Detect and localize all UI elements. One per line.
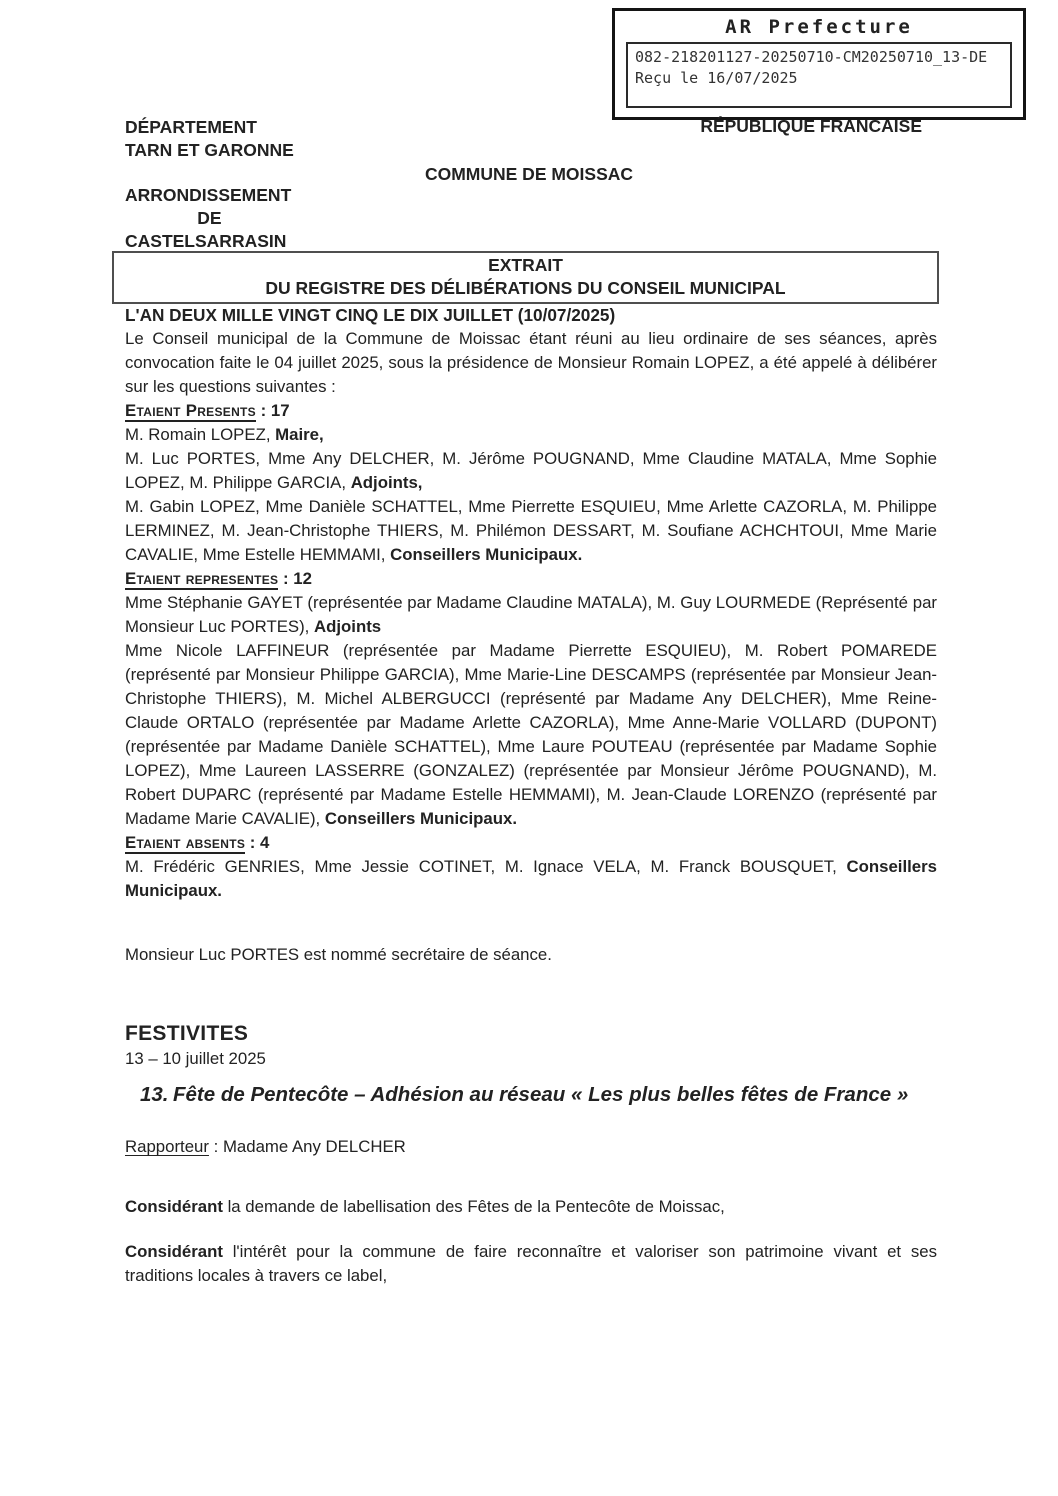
presents-conseillers-paragraph bbox=[125, 495, 937, 567]
extrait-title-box bbox=[112, 251, 939, 304]
presents-maire-line bbox=[125, 423, 937, 447]
representes-conseillers-role: Conseillers Municipaux. bbox=[324, 809, 517, 828]
departement-label: DÉPARTEMENT bbox=[125, 117, 257, 137]
representes-heading-line bbox=[125, 567, 937, 591]
extrait-title-line1: EXTRAIT bbox=[488, 255, 563, 275]
absents-role: Conseillers Municipaux. bbox=[125, 857, 937, 900]
festivites-section-title: FESTIVITES bbox=[125, 1022, 249, 1045]
representes-conseillers-names: Mme Nicole LAFFINEUR (représentée par Madame Pierrette ESQUIEU), M. Robert POMAREDE (représenté par Monsieur Philippe GARCIA), Mme Marie-Line DESCAMPS (représentée par Monsieur Jean-Christophe THIERS), M. Michel ALBERGUCCI (représenté par Madame Any DELCHER), Mme Reine-Claude ORTALO (représentée par Madame Arlette CAZORLA), Mme Anne-Marie VOLLARD (DUPONT) (représentée par Madame Danièle SCHATTEL), Mme Laure POUTEAU (représentée par Madame Sophie LOPEZ), Mme Laureen LASSERRE (GONZALEZ) (représentée par Monsieur Jérôme POUGNAND), M. Robert DUPARC (représenté par Madame Estelle HEMMAMI), M. Jean-Claude LORENZO (représenté par Madame Marie CAVALIE), bbox=[125, 641, 937, 828]
absents-count: : 4 bbox=[245, 833, 270, 852]
session-date-line: L'AN DEUX MILLE VINGT CINQ LE DIX JUILLET (10/07/2025) bbox=[125, 305, 616, 325]
rapporteur-line bbox=[125, 1135, 937, 1159]
considerant-1-text: la demande de labellisation des Fêtes de la Pentecôte de Moissac, bbox=[222, 1197, 725, 1216]
agenda-item-title: Fête de Pentecôte – Adhésion au réseau « Les plus belles fêtes de France » bbox=[173, 1083, 909, 1106]
agenda-item-number: 13. bbox=[140, 1083, 169, 1106]
agenda-item-title-line bbox=[125, 1080, 937, 1110]
ar-stamp-body bbox=[626, 42, 1012, 108]
ar-prefecture-stamp bbox=[612, 8, 1026, 120]
presents-count: : 17 bbox=[255, 401, 290, 420]
representes-adjoints-role: Adjoints bbox=[314, 617, 382, 636]
header-commune: COMMUNE DE MOISSAC bbox=[424, 164, 634, 184]
festivites-section-date: 13 – 10 juillet 2025 bbox=[125, 1049, 266, 1068]
presents-heading-line bbox=[125, 399, 937, 423]
representes-heading: Etaient representes bbox=[125, 569, 279, 588]
considerant-2-text: l'intérêt pour la commune de faire reconnaître et valoriser son patrimoine vivant et ses traditions locales à travers ce label, bbox=[125, 1242, 937, 1285]
presents-adjoints-names: M. Luc PORTES, Mme Any DELCHER, M. Jérôme POUGNAND, Mme Claudine MATALA, Mme Sophie LOPEZ, M. Philippe GARCIA, bbox=[125, 449, 937, 492]
rapporteur-name: : Madame Any DELCHER bbox=[208, 1137, 406, 1156]
absents-heading-line bbox=[125, 831, 937, 855]
presents-heading: Etaient Presents bbox=[125, 401, 256, 420]
considerant-1-keyword: Considérant bbox=[125, 1197, 223, 1216]
considerant-2-keyword: Considérant bbox=[125, 1242, 223, 1261]
secretary-line: Monsieur Luc PORTES est nommé secrétaire de séance. bbox=[125, 945, 552, 964]
departement-name: TARN ET GARONNE bbox=[125, 140, 294, 160]
arrondissement-de: DE bbox=[197, 208, 222, 228]
rapporteur-label: Rapporteur bbox=[125, 1137, 209, 1156]
absents-names: M. Frédéric GENRIES, Mme Jessie COTINET, M. Ignace VELA, M. Franck BOUSQUET, bbox=[125, 857, 847, 876]
considerant-1-paragraph bbox=[125, 1195, 937, 1219]
presents-adjoints-role: Adjoints, bbox=[350, 473, 423, 492]
session-intro-paragraph: Le Conseil municipal de la Commune de Moissac étant réuni au lieu ordinaire de ses séances, après convocation faite le 04 juillet 2025, sous la présidence de Monsieur Romain LOPEZ, a été appelé à délibérer sur les questions suivantes : bbox=[125, 329, 937, 396]
presents-conseillers-names: M. Gabin LOPEZ, Mme Danièle SCHATTEL, Mme Pierrette ESQUIEU, Mme Arlette CAZORLA, M. Philippe LERMINEZ, M. Jean-Christophe THIERS, M. Philémon DESSART, M. Soufiane ACHCHTOUI, Mme Marie CAVALIE, Mme Estelle HEMMAMI, bbox=[125, 497, 937, 564]
arrondissement-label: ARRONDISSEMENT bbox=[125, 185, 292, 205]
absents-paragraph bbox=[125, 855, 937, 903]
representes-conseillers-paragraph bbox=[125, 639, 937, 831]
ar-stamp-received-date: Reçu le 16/07/2025 bbox=[635, 69, 798, 87]
representes-count: : 12 bbox=[278, 569, 312, 588]
presents-maire-names: M. Romain LOPEZ, bbox=[125, 425, 276, 444]
representes-adjoints-names: Mme Stéphanie GAYET (représentée par Madame Claudine MATALA), M. Guy LOURMEDE (Représenté par Monsieur Luc PORTES), bbox=[125, 593, 937, 636]
header-republique: RÉPUBLIQUE FRANCAISE bbox=[700, 116, 922, 136]
ar-stamp-title: AR Prefecture bbox=[725, 16, 913, 38]
representes-adjoints-paragraph bbox=[125, 591, 937, 639]
presents-conseillers-role: Conseillers Municipaux. bbox=[390, 545, 583, 564]
document-body bbox=[125, 303, 937, 1288]
considerant-2-paragraph bbox=[125, 1240, 937, 1288]
extrait-title-line2: DU REGISTRE DES DÉLIBÉRATIONS DU CONSEIL MUNICIPAL bbox=[265, 278, 786, 298]
presents-adjoints-paragraph bbox=[125, 447, 937, 495]
absents-heading: Etaient absents bbox=[125, 833, 246, 852]
arrondissement-name: CASTELSARRASIN bbox=[125, 231, 287, 251]
ar-stamp-reference: 082-218201127-20250710-CM20250710_13-DE bbox=[635, 48, 988, 66]
presents-maire-role: Maire, bbox=[275, 425, 324, 444]
